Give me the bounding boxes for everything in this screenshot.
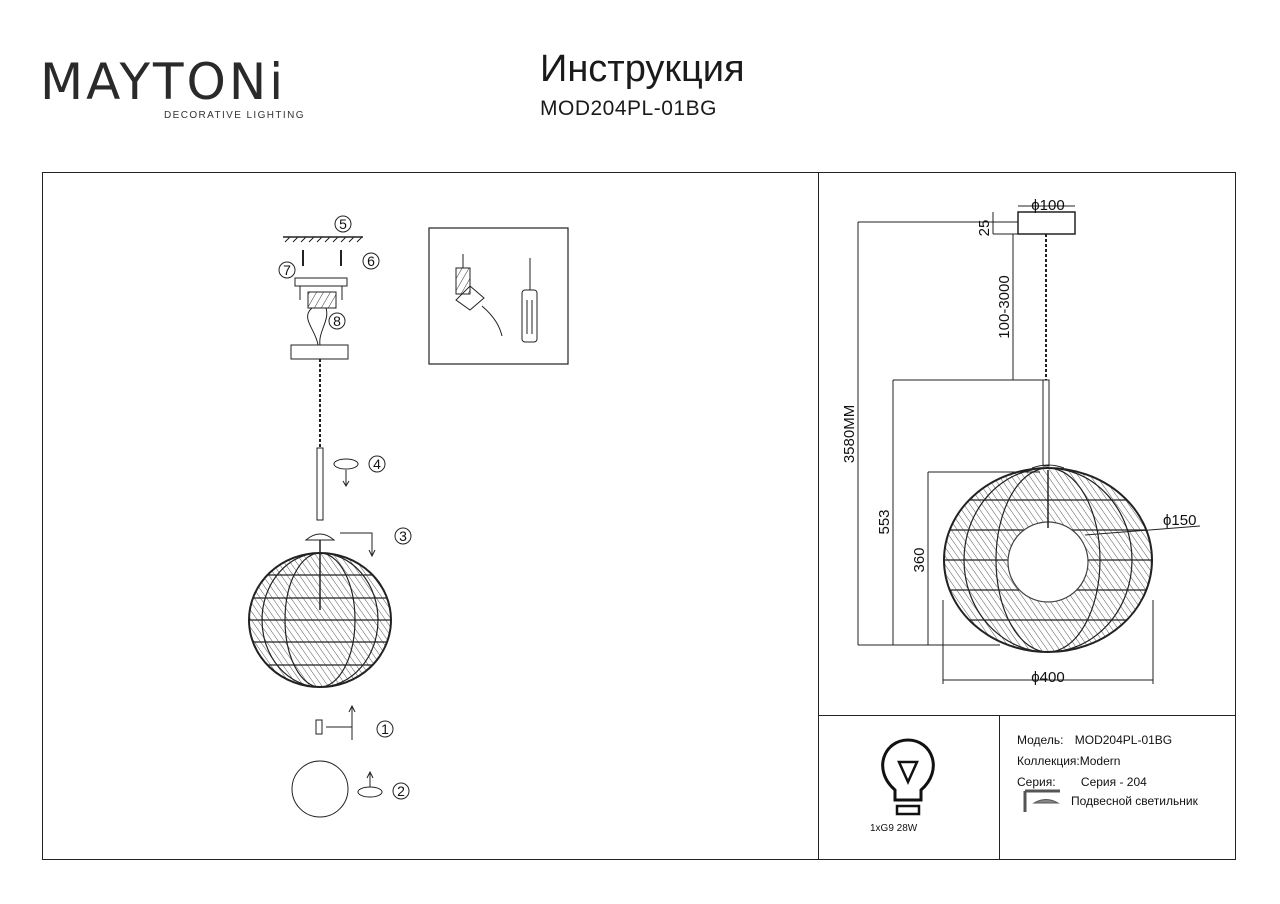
step-2 bbox=[393, 783, 409, 799]
spec-collection bbox=[1017, 754, 1120, 768]
bulb-icon bbox=[883, 740, 934, 814]
spec-model-value: MOD204PL-01BG bbox=[1074, 733, 1173, 747]
step-4 bbox=[369, 456, 385, 472]
svg-text:4: 4 bbox=[373, 456, 381, 472]
step-1 bbox=[377, 721, 393, 737]
spec-series bbox=[1017, 775, 1147, 789]
svg-text:2: 2 bbox=[397, 783, 405, 799]
svg-text:8: 8 bbox=[333, 313, 341, 329]
drill-icon bbox=[456, 254, 502, 336]
dim-inner-diameter: ϕ150 bbox=[1163, 512, 1197, 529]
dim-shade-diameter: ϕ400 bbox=[1031, 669, 1065, 686]
step-7 bbox=[279, 262, 295, 278]
svg-text:1: 1 bbox=[381, 721, 389, 737]
brand-name: MAYTONi bbox=[40, 53, 287, 111]
spec-type: Подвесной светильник bbox=[1071, 794, 1198, 808]
page-title: Инструкция bbox=[540, 48, 745, 90]
dimension-drawing bbox=[858, 206, 1200, 684]
pendant-lamp-icon bbox=[1025, 791, 1060, 812]
svg-text:6: 6 bbox=[367, 253, 375, 269]
spec-model-label: Модель: bbox=[1017, 733, 1064, 747]
tools-panel bbox=[429, 228, 568, 364]
assembly-drawing bbox=[249, 237, 391, 817]
assembly-step-labels bbox=[279, 216, 411, 799]
spec-series-label: Серия: bbox=[1017, 775, 1056, 789]
dim-total-height: 3580MM bbox=[841, 404, 858, 464]
page-model: MOD204PL-01BG bbox=[540, 97, 717, 120]
step-5 bbox=[335, 216, 351, 232]
dim-cable-length: 100-3000 bbox=[996, 275, 1013, 339]
dim-shade-to-top: 553 bbox=[876, 509, 893, 535]
spec-model bbox=[1017, 733, 1172, 747]
svg-text:3: 3 bbox=[399, 528, 407, 544]
dim-shade-height: 360 bbox=[911, 547, 928, 573]
dim-canopy-diameter: ϕ100 bbox=[1031, 197, 1065, 214]
svg-text:5: 5 bbox=[339, 216, 347, 232]
spec-collection-label: Коллекция: bbox=[1017, 754, 1080, 768]
step-8 bbox=[329, 313, 345, 329]
bulb-spec: 1xG9 28W bbox=[870, 823, 918, 834]
spec-series-value: Серия - 204 bbox=[1080, 775, 1147, 789]
step-6 bbox=[363, 253, 379, 269]
screwdriver-icon bbox=[522, 258, 537, 342]
spec-collection-value: Modern bbox=[1079, 754, 1121, 768]
dim-canopy-height: 25 bbox=[976, 219, 993, 237]
step-3 bbox=[395, 528, 411, 544]
brand-tagline: DECORATIVE LIGHTING bbox=[164, 110, 305, 121]
svg-text:7: 7 bbox=[283, 262, 291, 278]
